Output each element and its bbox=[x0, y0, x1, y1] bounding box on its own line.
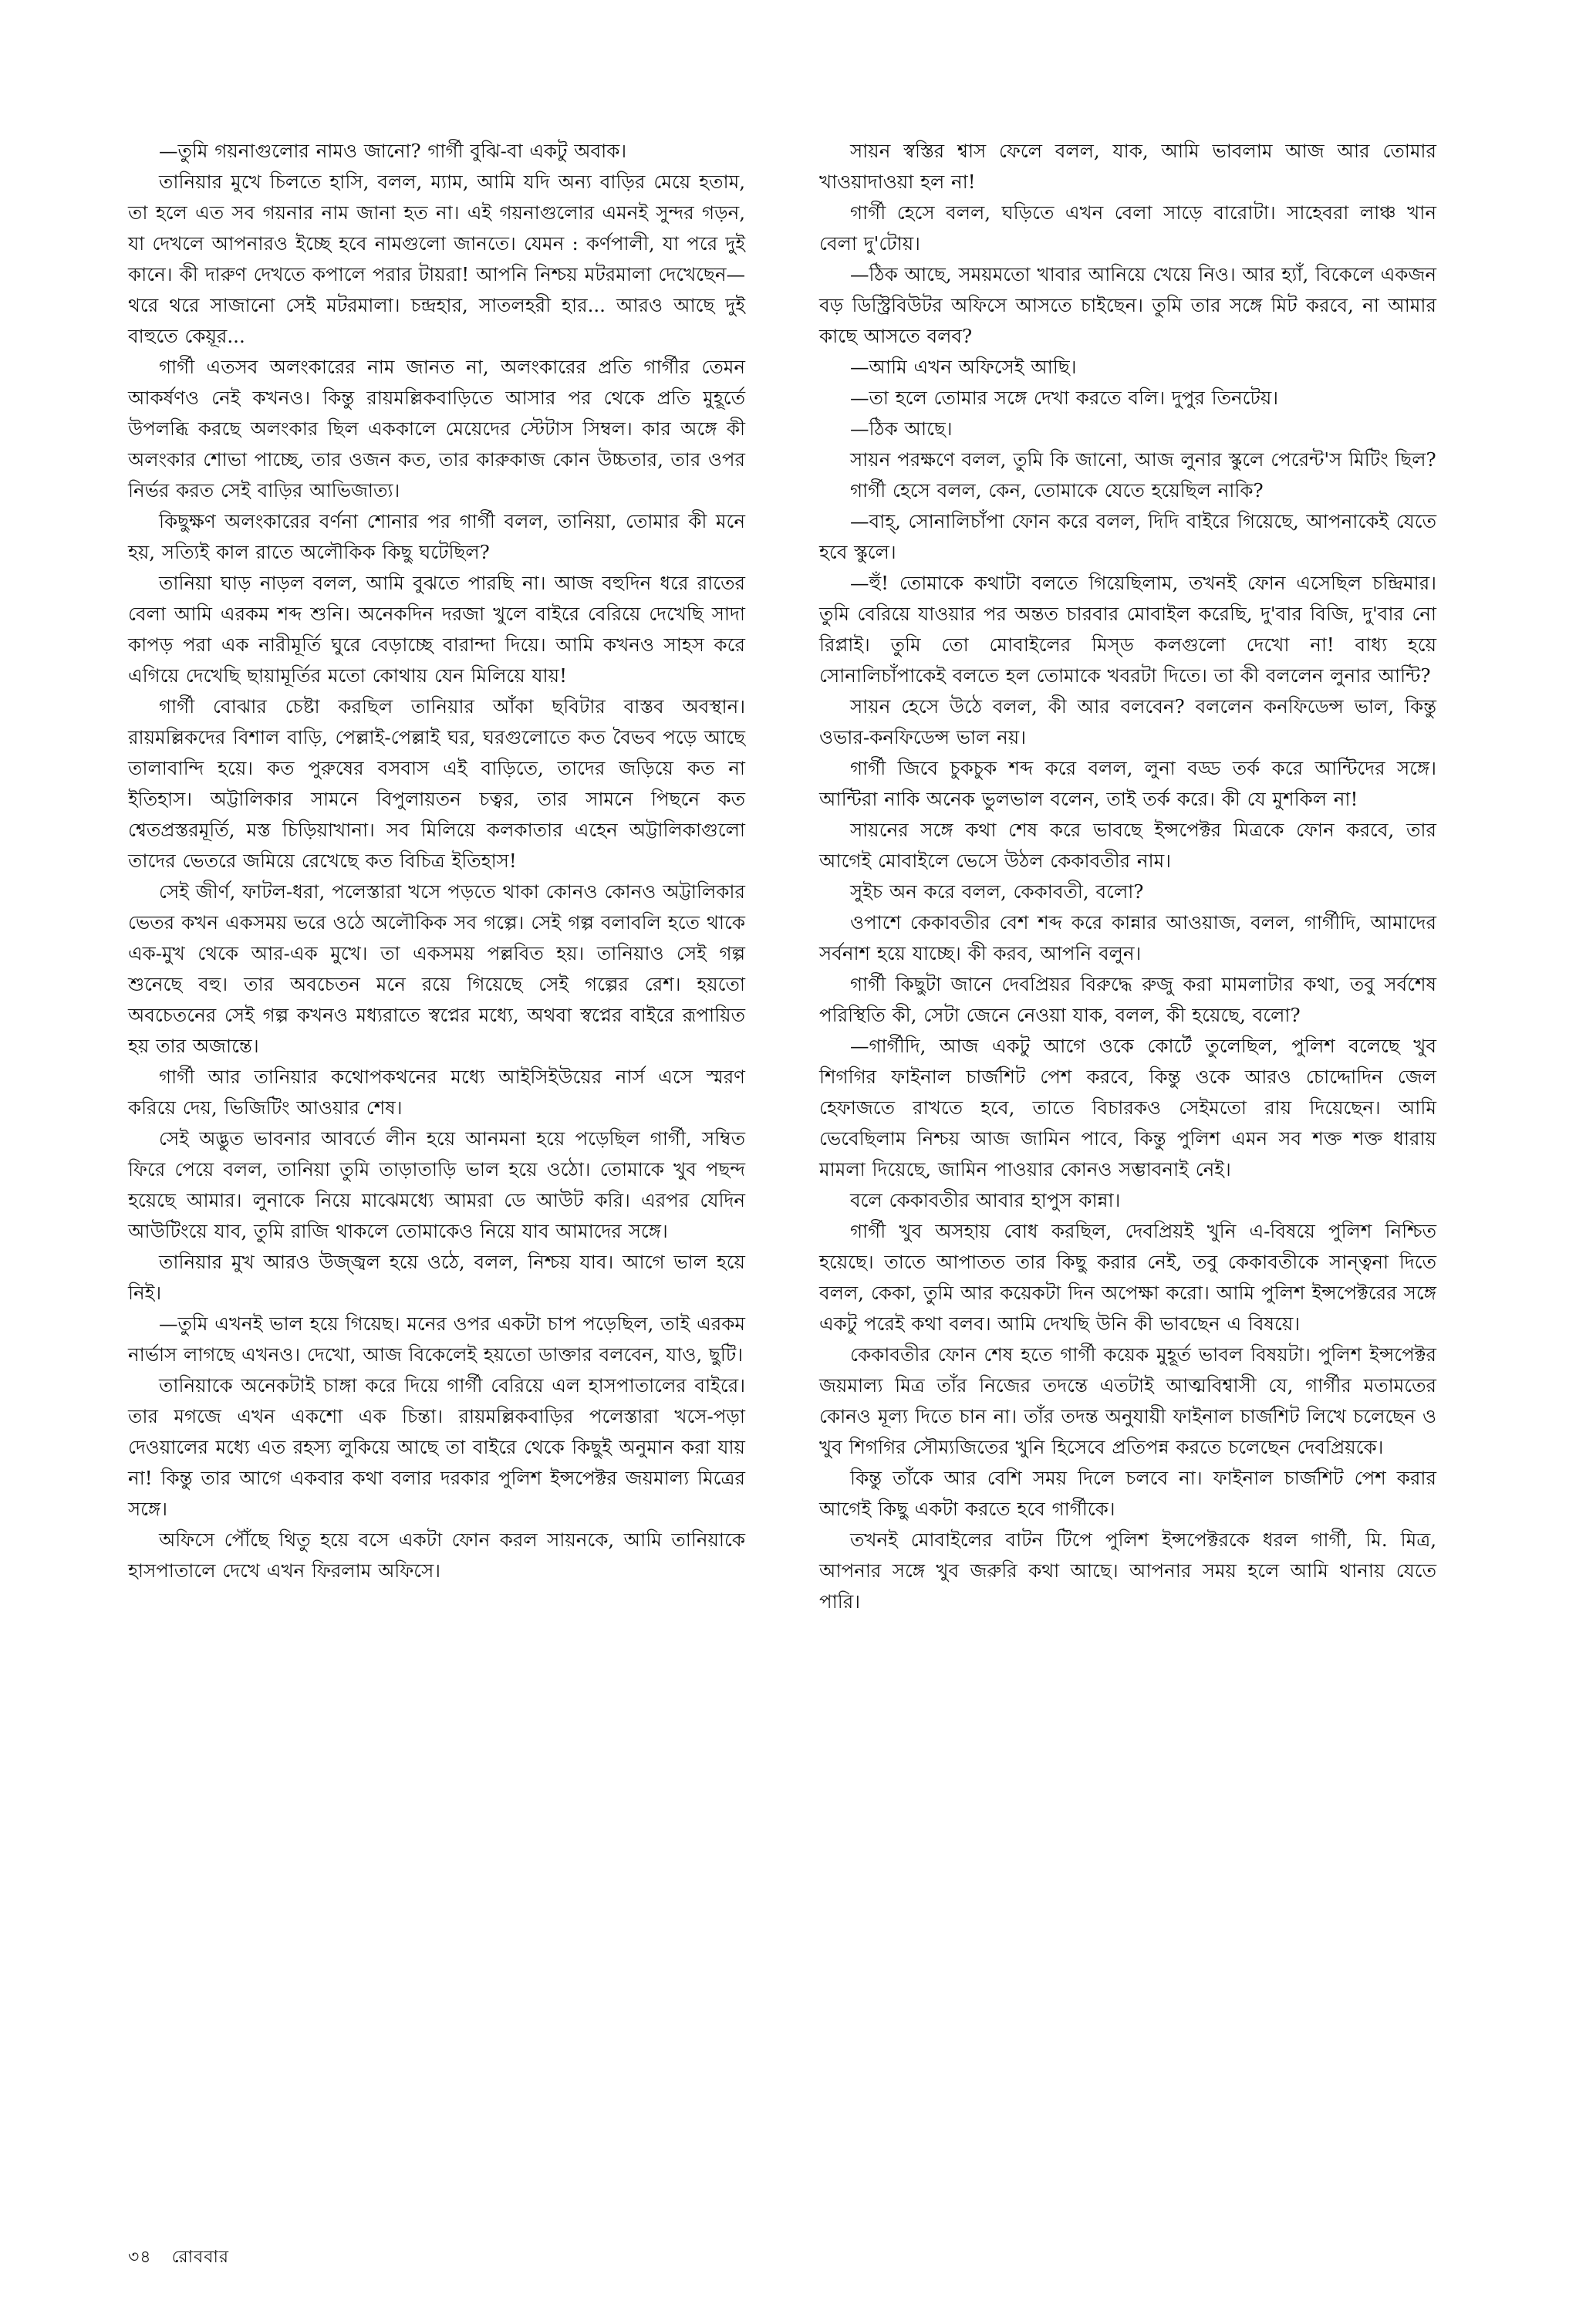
paragraph: গার্গী বোঝার চেষ্টা করছিল তানিয়ার আঁকা ছবিটার বাস্তব অবস্থান। রায়মল্লিকদের বিশাল বাড়ি, পেল্লাই-পেল্লাই ঘর, ঘরগুলোতে কত বৈভব পড়ে আছে তালাবান্দি হয়ে। কত পুরুষের বসবাস এই বাড়িতে, তাদের জড়িয়ে কত না ইতিহাস। অট্টালিকার সামনে বিপুলায়তন চত্বর, তার সামনে পিছনে কত শ্বেতপ্রস্তরমূর্তি, মস্ত চিড়িয়াখানা। সব মিলিয়ে কলকাতার এহেন অট্টালিকাগুলো তাদের ভেতরে জমিয়ে রেখেছে কত বিচিত্র ইতিহাস! bbox=[128, 695, 745, 872]
paragraph: —তুমি এখনই ভাল হয়ে গিয়েছ। মনের ওপর একটা চাপ পড়েছিল, তাই এরকম নার্ভাস লাগছে এখনও। দেখো, আজ বিকেলেই হয়তো ডাক্তার বলবেন, যাও, ছুটি। bbox=[128, 1312, 745, 1366]
paragraph: সায়ন পরক্ষণে বলল, তুমি কি জানো, আজ লুনার স্কুলে পেরেন্ট'স মিটিং ছিল? bbox=[850, 448, 1436, 471]
paragraph: গার্গী খুব অসহায় বোধ করছিল, দেবপ্রিয়ই খুনি এ-বিষয়ে পুলিশ নিশ্চিত হয়েছে। তাতে আপাতত তার কিছু করার নেই, তবু কেকাবতীকে সান্ত্বনা দিতে বলল, কেকা, তুমি আর কয়েকটা দিন অপেক্ষা করো। আমি পুলিশ ইন্সপেক্টরের সঙ্গে একটু পরেই কথা বলব। আমি দেখছি উনি কী ভাবছেন এ বিষয়ে। bbox=[819, 1220, 1436, 1335]
paragraph: কেকাবতীর ফোন শেষ হতে গার্গী কয়েক মুহূর্ত ভাবল বিষয়টা। পুলিশ ইন্সপেক্টর জয়মাল্য মিত্র তাঁর নিজের তদন্তে এতটাই আত্মবিশ্বাসী যে, গার্গীর মতামতের কোনও মূল্য দিতে চান না। তাঁর তদন্ত অনুযায়ী ফাইনাল চার্জশিট লিখে চলেছেন ও খুব শিগগির সৌম্যজিতের খুনি হিসেবে প্রতিপন্ন করতে চলেছেন দেবপ্রিয়কে। bbox=[819, 1343, 1436, 1458]
paragraph: কিছুক্ষণ অলংকারের বর্ণনা শোনার পর গার্গী বলল, তানিয়া, তোমার কী মনে হয়, সত্যিই কাল রাতে অলৌকিক কিছু ঘটেছিল? bbox=[128, 510, 745, 563]
page-footer bbox=[128, 2244, 243, 2272]
paragraph: অফিসে পৌঁছে থিতু হয়ে বসে একটা ফোন করল সায়নকে, আমি তানিয়াকে হাসপাতালে দেখে এখন ফিরলাম অফিসে। bbox=[128, 1529, 745, 1582]
left-column bbox=[128, 136, 745, 1586]
paragraph: সায়নের সঙ্গে কথা শেষ করে ভাবছে ইন্সপেক্টর মিত্রকে ফোন করবে, তার আগেই মোবাইলে ভেসে উঠল কেকাবতীর নাম। bbox=[819, 819, 1436, 872]
paragraph: সেই অদ্ভুত ভাবনার আবর্তে লীন হয়ে আনমনা হয়ে পড়েছিল গার্গী, সম্বিত ফিরে পেয়ে বলল, তানিয়া তুমি তাড়াতাড়ি ভাল হয়ে ওঠো। তোমাকে খুব পছন্দ হয়েছে আমার। লুনাকে নিয়ে মাঝেমধ্যে আমরা ডে আউট করি। এরপর যেদিন আউটিংয়ে যাব, তুমি রাজি থাকলে তোমাকেও নিয়ে যাব আমাদের সঙ্গে। bbox=[128, 1127, 745, 1242]
paragraph: —তুমি গয়নাগুলোর নামও জানো? গার্গী বুঝি-বা একটু অবাক। bbox=[159, 140, 627, 162]
paragraph: গার্গী আর তানিয়ার কথোপকথনের মধ্যে আইসিইউয়ের নার্স এসে স্মরণ করিয়ে দেয়, ভিজিটিং আওয়ার শেষ। bbox=[128, 1066, 745, 1119]
paragraph: তানিয়াকে অনেকটাই চাঙ্গা করে দিয়ে গার্গী বেরিয়ে এল হাসপাতালের বাইরে। তার মগজে এখন একশো এক চিন্তা। রায়মল্লিকবাড়ির পলেস্তারা খসে-পড়া দেওয়ালের মধ্যে এত রহস্য লুকিয়ে আছে তা বাইরে থেকে কিছুই অনুমান করা যায় না! কিন্তু তার আগে একবার কথা বলার দরকার পুলিশ ইন্সপেক্টর জয়মাল্য মিত্রের সঙ্গে। bbox=[128, 1374, 745, 1520]
paragraph: সুইচ অন করে বলল, কেকাবতী, বলো? bbox=[850, 880, 1144, 903]
right-column bbox=[819, 136, 1436, 1617]
paragraph: তানিয়া ঘাড় নাড়ল বলল, আমি বুঝতে পারছি না। আজ বহুদিন ধরে রাতের বেলা আমি এরকম শব্দ শুনি। অনেকদিন দরজা খুলে বাইরে বেরিয়ে দেখেছি সাদা কাপড় পরা এক নারীমূর্তি ঘুরে বেড়াচ্ছে বারান্দা দিয়ে। আমি কখনও সাহস করে এগিয়ে দেখেছি ছায়ামূর্তির মতো কোথায় যেন মিলিয়ে যায়! bbox=[128, 572, 745, 687]
paragraph: সেই জীর্ণ, ফাটল-ধরা, পলেস্তারা খসে পড়তে থাকা কোনও কোনও অট্টালিকার ভেতর কখন একসময় ভরে ওঠে অলৌকিক সব গল্পে। সেই গল্প বলাবলি হতে থাকে এক-মুখ থেকে আর-এক মুখে। তা একসময় পল্লবিত হয়। তানিয়াও সেই গল্প শুনেছে বহু। তার অবচেতন মনে রয়ে গিয়েছে সেই গল্পের রেশ। হয়তো অবচেতনের সেই গল্প কখনও মধ্যরাতে স্বপ্নের মধ্যে, অথবা স্বপ্নের বাইরে রূপায়িত হয় তার অজান্তে। bbox=[128, 880, 745, 1057]
paragraph: —আমি এখন অফিসেই আছি। bbox=[850, 356, 1077, 378]
paragraph: গার্গী কিছুটা জানে দেবপ্রিয়র বিরুদ্ধে রুজু করা মামলাটার কথা, তবু সর্বশেষ পরিস্থিতি কী, সেটা জেনে নেওয়া যাক, বলল, কী হয়েছে, বলো? bbox=[819, 973, 1436, 1026]
paragraph: সায়ন স্বস্তির শ্বাস ফেলে বলল, যাক, আমি ভাবলাম আজ আর তোমার খাওয়াদাওয়া হল না! bbox=[819, 140, 1436, 193]
paragraph: —হুঁ! তোমাকে কথাটা বলতে গিয়েছিলাম, তখনই ফোন এসেছিল চন্দ্রিমার। তুমি বেরিয়ে যাওয়ার পর অন্তত চারবার মোবাইল করেছি, দু'বার বিজি, দু'বার নো রিপ্লাই। তুমি তো মোবাইলের মিস্‌ড কলগুলো দেখো না! বাধ্য হয়ে সোনালিচাঁপাকেই বলতে হল তোমাকে খবরটা দিতে। তা কী বললেন লুনার আন্টি? bbox=[819, 572, 1436, 687]
paragraph: গার্গী এতসব অলংকারের নাম জানত না, অলংকারের প্রতি গার্গীর তেমন আকর্ষণও নেই কখনও। কিন্তু রায়মল্লিকবাড়িতে আসার পর থেকে প্রতি মুহূর্তে উপলব্ধি করছে অলংকার ছিল এককালে মেয়েদের স্টেটাস সিম্বল। কার অঙ্গে কী অলংকার শোভা পাচ্ছে, তার ওজন কত, তার কারুকাজ কোন উচ্চতার, তার ওপর নির্ভর করত সেই বাড়ির আভিজাত্য। bbox=[128, 356, 745, 502]
paragraph: সায়ন হেসে উঠে বলল, কী আর বলবেন? বললেন কনফিডেন্স ভাল, কিন্তু ওভার-কনফিডেন্স ভাল নয়। bbox=[819, 695, 1436, 748]
publication-name: রোববার bbox=[171, 2248, 229, 2267]
paragraph: —ঠিক আছে, সময়মতো খাবার আনিয়ে খেয়ে নিও। আর হ্যাঁ, বিকেলে একজন বড় ডিস্ট্রিবিউটর অফিসে আসতে চাইছেন। তুমি তার সঙ্গে মিট করবে, না আমার কাছে আসতে বলব? bbox=[819, 263, 1436, 347]
paragraph: গার্গী হেসে বলল, কেন, তোমাকে যেতে হয়েছিল নাকি? bbox=[850, 479, 1264, 502]
paragraph: গার্গী হেসে বলল, ঘড়িতে এখন বেলা সাড়ে বারোটা। সাহেবরা লাঞ্চ খান বেলা দু'টোয়। bbox=[819, 201, 1436, 255]
paragraph: —তা হলে তোমার সঙ্গে দেখা করতে বলি। দুপুর তিনটেয়। bbox=[850, 387, 1279, 409]
paragraph: —বাহ্, সোনালিচাঁপা ফোন করে বলল, দিদি বাইরে গিয়েছে, আপনাকেই যেতে হবে স্কুলে। bbox=[819, 510, 1436, 563]
paragraph: তানিয়ার মুখ আরও উজ্জ্বল হয়ে ওঠে, বলল, নিশ্চয় যাব। আগে ভাল হয়ে নিই। bbox=[128, 1251, 745, 1304]
paragraph: ওপাশে কেকাবতীর বেশ শব্দ করে কান্নার আওয়াজ, বলল, গার্গীদি, আমাদের সর্বনাশ হয়ে যাচ্ছে। কী করব, আপনি বলুন। bbox=[819, 911, 1436, 964]
paragraph: তানিয়ার মুখে চিলতে হাসি, বলল, ম্যাম, আমি যদি অন্য বাড়ির মেয়ে হতাম, তা হলে এত সব গয়নার নাম জানা হত না। এই গয়নাগুলোর এমনই সুন্দর গড়ন, যা দেখলে আপনারও ইচ্ছে হবে নামগুলো জানতে। যেমন : কর্ণপালী, যা পরে দুই কানে। কী দারুণ দেখতে কপালে পরার টায়রা! আপনি নিশ্চয় মটরমালা দেখেছেন—থরে থরে সাজানো সেই মটরমালা। চন্দ্রহার, সাতলহরী হার... আরও আছে দুই বাহুতে কেয়ূর... bbox=[128, 171, 745, 347]
page-number: ৩৪ bbox=[128, 2248, 152, 2267]
paragraph: বলে কেকাবতীর আবার হাপুস কান্না। bbox=[850, 1189, 1121, 1211]
paragraph: —ঠিক আছে। bbox=[850, 417, 953, 440]
paragraph: —গার্গীদি, আজ একটু আগে ওকে কোর্টে তুলেছিল, পুলিশ বলেছে খুব শিগগির ফাইনাল চার্জশিট পেশ করবে, কিন্তু ওকে আরও চোদ্দোদিন জেল হেফাজতে রাখতে হবে, তাতে বিচারকও সেইমতো রায় দিয়েছেন। আমি ভেবেছিলাম নিশ্চয় আজ জামিন পাবে, কিন্তু পুলিশ এমন সব শক্ত শক্ত ধারায় মামলা দিয়েছে, জামিন পাওয়ার কোনও সম্ভাবনাই নেই। bbox=[819, 1035, 1436, 1181]
paragraph: তখনই মোবাইলের বাটন টিপে পুলিশ ইন্সপেক্টরকে ধরল গার্গী, মি. মিত্র, আপনার সঙ্গে খুব জরুরি কথা আছে। আপনার সময় হলে আমি থানায় যেতে পারি। bbox=[819, 1529, 1436, 1613]
paragraph: কিন্তু তাঁকে আর বেশি সময় দিলে চলবে না। ফাইনাল চার্জশিট পেশ করার আগেই কিছু একটা করতে হবে গার্গীকে। bbox=[819, 1467, 1436, 1520]
paragraph: গার্গী জিবে চুকচুক শব্দ করে বলল, লুনা বড্ড তর্ক করে আন্টিদের সঙ্গে। আন্টিরা নাকি অনেক ভুলভাল বলেন, তাই তর্ক করে। কী যে মুশকিল না! bbox=[819, 757, 1436, 810]
